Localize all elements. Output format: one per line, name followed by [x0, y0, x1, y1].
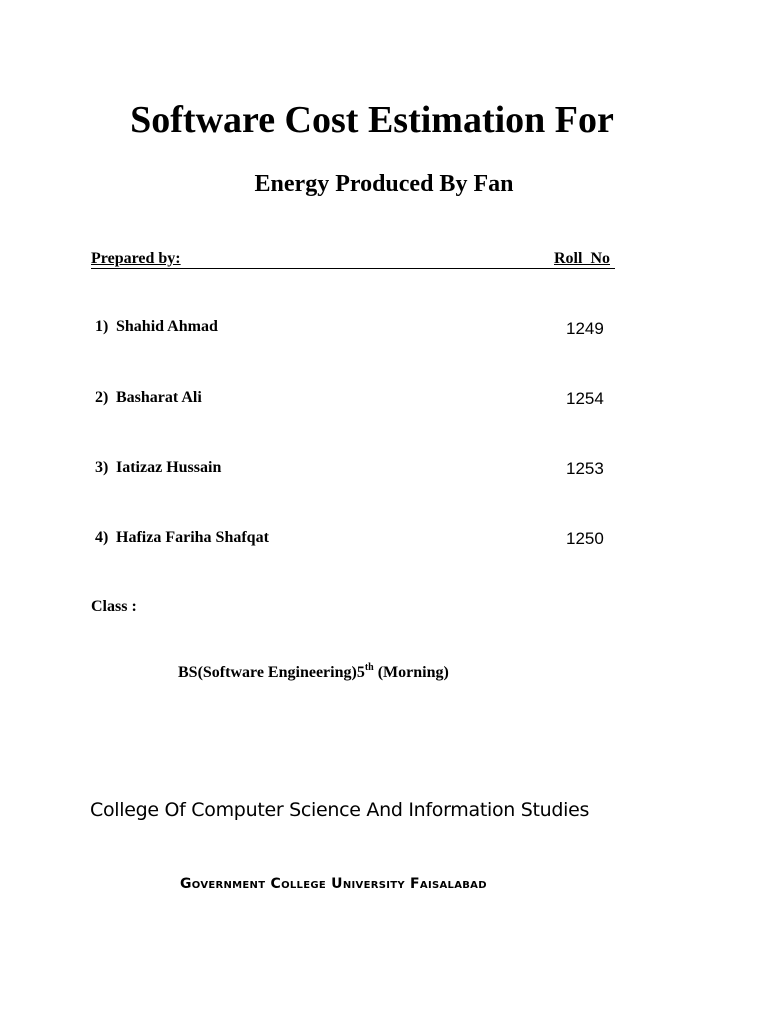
- member-index: 4): [95, 529, 109, 546]
- college-name: College Of Computer Science And Information Studies: [90, 799, 590, 821]
- member-name: [95, 389, 202, 407]
- member-roll-number: 1254: [566, 389, 604, 408]
- header-underline: [91, 268, 615, 269]
- document-title: Software Cost Estimation For: [130, 99, 614, 141]
- roll-no-label: Roll No: [554, 250, 610, 267]
- member-name: [95, 459, 221, 477]
- prepared-by-label: Prepared by:: [91, 250, 181, 267]
- class-semester-suffix: th: [364, 661, 374, 673]
- class-value: [178, 661, 449, 682]
- member-index: 3): [95, 459, 109, 476]
- university-name: Government College University Faisalabad: [180, 876, 487, 892]
- member-name: [95, 529, 269, 547]
- member-index: 1): [95, 318, 109, 335]
- member-roll-number: 1250: [566, 529, 604, 548]
- member-roll-number: 1253: [566, 459, 604, 478]
- member-name-text: Hafiza Fariha Shafqat: [116, 529, 269, 546]
- member-name-text: Shahid Ahmad: [116, 318, 218, 335]
- member-roll-number: 1249: [566, 319, 604, 338]
- member-name: [95, 318, 218, 336]
- member-name-text: Iatizaz Hussain: [116, 459, 222, 476]
- document-subtitle: Energy Produced By Fan: [254, 171, 514, 197]
- class-label: Class :: [91, 598, 137, 615]
- class-session: (Morning): [373, 664, 449, 681]
- member-name-text: Basharat Ali: [116, 389, 202, 406]
- class-program: BS(Software Engineering)5: [178, 664, 365, 681]
- member-index: 2): [95, 389, 109, 406]
